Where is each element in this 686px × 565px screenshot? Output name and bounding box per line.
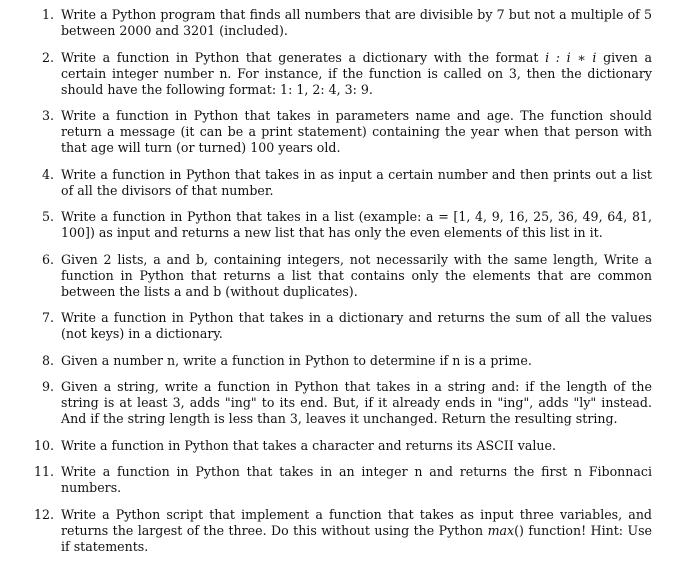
item-text: Write a Python program that finds all numbers that are divisible by 7 but not a multiple of 5 between 2000 and 3201 (included). [61,7,652,38]
list-item [0,464,686,496]
item-number: 3. [41,108,54,123]
list-item [0,167,686,199]
item-number: 7. [41,310,54,325]
item-text: Given a string, write a function in Python that takes in a string and: if the length of the string is at least 3, adds "ing" to its end. But, if it already ends in "ing", adds "ly" instead. And if the string length is less than 3, leaves it unchanged. Return the resulting string. [61,379,652,426]
list-item [0,379,686,427]
item-text: Write a function in Python that takes in a list (example: a = [1, 4, 9, 16, 25, 36, 49, 64, 81, 100]) as input and returns a new list that has only the even elements of this list in it. [61,209,652,240]
list-item [0,507,686,555]
item-number: 8. [41,352,54,368]
item-number: 6. [41,251,54,267]
item-number: 1. [41,7,54,22]
item-text: Given a number n, write a function in Python to determine if n is a prime. [61,352,532,368]
math-expression: i : i ∗ i [545,49,597,65]
item-number: 4. [41,166,54,182]
item-text: Given 2 lists, a and b, containing integers, not necessarily with the same length, Write a function in Python that returns a list that contains only the elements that are common between the lists a and b (without duplicates). [61,251,652,299]
item-text: Write a function in Python that takes in a dictionary and returns the sum of all the values (not keys) in a dictionary. [61,310,652,341]
list-item [0,252,686,300]
item-text: Write a function in Python that takes in parameters name and age. The function should return a message (it can be a print statement) containing the year when that person with that age will turn (or turned) 100 years old. [61,108,652,155]
item-number: 5. [41,209,54,224]
list-item [0,108,686,156]
item-text: Write a function in Python that takes in an integer n and returns the first n Fibonnaci numbers. [61,464,652,495]
item-number: 10. [33,437,54,453]
item-number: 2. [41,49,54,65]
item-text-part: Write a Python script that implement a function that takes as input three variables, and returns the largest of the three. Do this without using the Python [61,506,652,538]
item-text-part: Write a function in Python that generates a dictionary with the format [61,49,546,65]
item-text-part: () function! Hint: Use if statements. [61,522,652,554]
item-text [61,507,652,555]
item-number: 9. [41,379,54,394]
item-text: Write a function in Python that takes in as input a certain number and then prints out a list of all the divisors of that number. [61,166,652,198]
item-text [61,50,652,98]
math-expression: max [487,522,515,538]
list-item [0,209,686,241]
list-item [0,7,686,39]
item-text: Write a function in Python that takes a character and returns its ASCII value. [61,437,556,453]
item-number: 11. [33,464,54,479]
item-text-part: given a certain integer number n. For instance, if the function is called on 3, then the dictionary should have the following format: 1: 1, 2: 4, 3: 9. [61,49,652,97]
list-item [0,50,686,98]
item-number: 12. [33,506,54,522]
exercise-list [0,7,686,555]
exercise-document [0,7,686,565]
list-item [0,353,686,369]
list-item [0,310,686,342]
list-item [0,438,686,454]
